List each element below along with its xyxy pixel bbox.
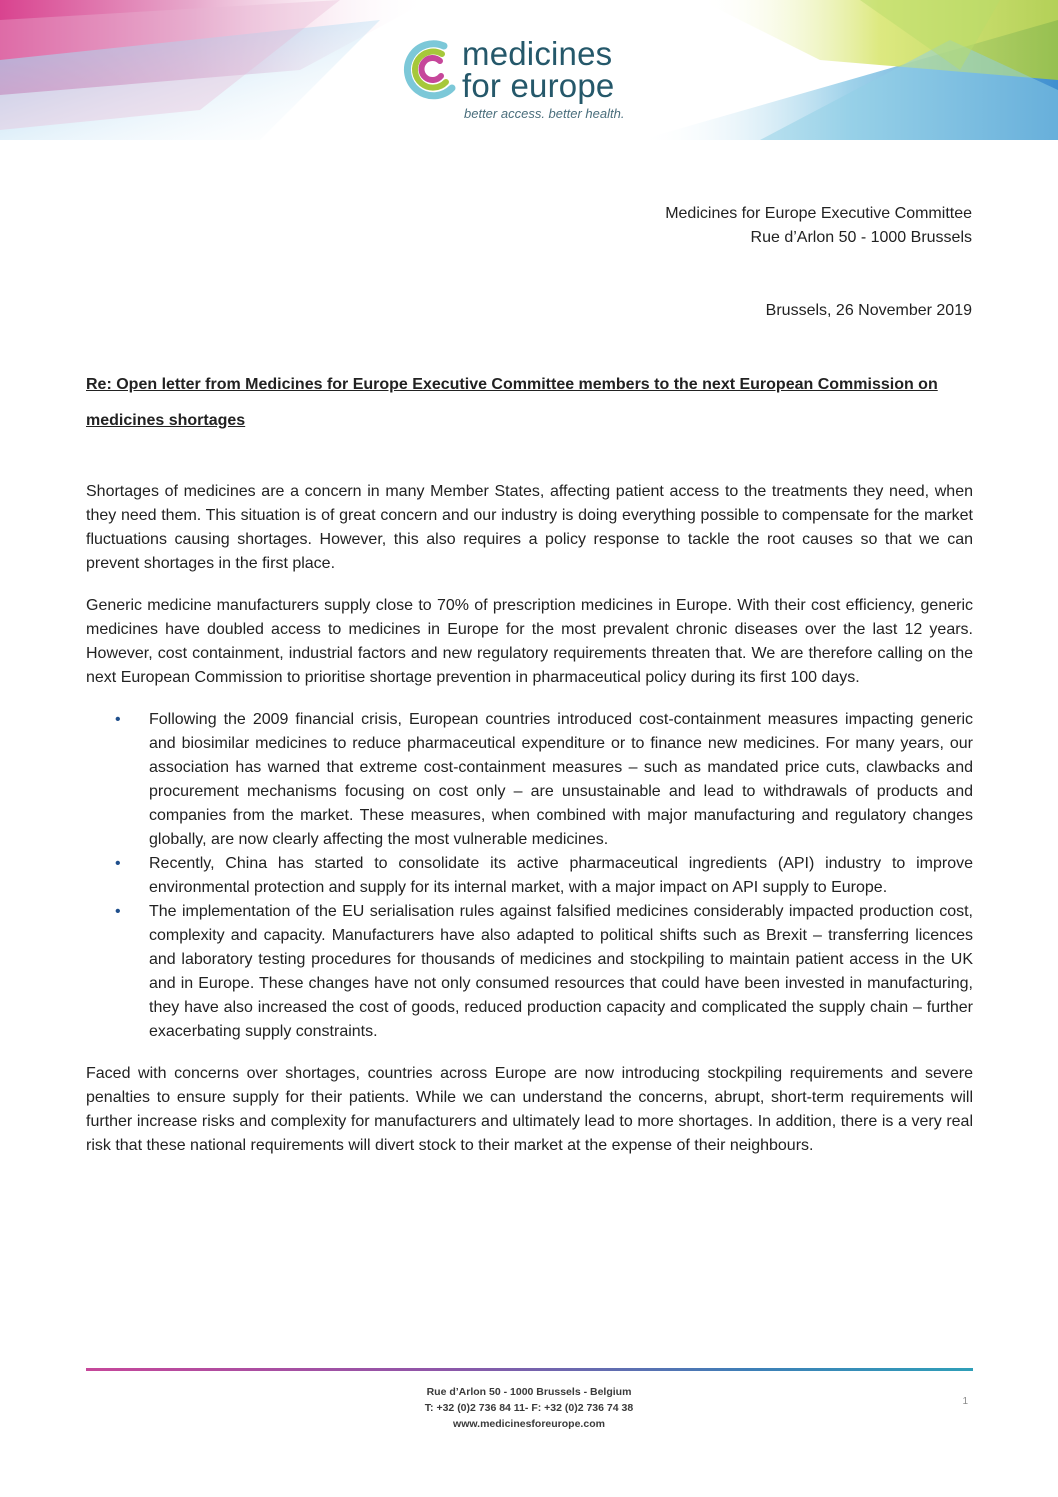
bullet-list — [86, 708, 973, 1044]
recipient-line-2: Rue d’Arlon 50 - 1000 Brussels — [750, 229, 972, 246]
footer-website-link[interactable]: www.medicinesforeurope.com — [453, 1418, 605, 1430]
letter-body — [86, 480, 973, 1176]
logo-tagline: better access. better health. — [464, 106, 625, 121]
list-item — [86, 852, 973, 900]
letter-date: Brussels, 26 November 2019 — [765, 302, 972, 319]
list-item-text: The implementation of the EU serialisation rules against falsified medicines considerably impacted production cost, complexity and capacity. Manufacturers have also adapted to political shifts such as Brexit – transferring licences and laboratory testing procedures for thousands of medicines and stockpiling to maintain patient access in the UK and in Europe. These changes have not only consumed resources that could have been invested in manufacturing, they have also increased the cost of goods, reduced production capacity and complicated the supply chain – further exacerbating supply constraints. — [149, 903, 973, 1040]
list-item — [86, 708, 973, 852]
list-item-text: Following the 2009 financial crisis, European countries introduced cost-containment measures impacting generic and biosimilar medicines to reduce pharmaceutical expenditure or to finance new medicines. For many years, our association has warned that extreme cost-containment measures – such as mandated price cuts, clawbacks and procurement mechanisms focusing on cost only – are unsustainable and lead to withdrawals of products and companies from the market. These measures, when combined with major manufacturing and regulatory changes globally, are now clearly affecting the most vulnerable medicines. — [149, 711, 973, 848]
recipient-line-1: Medicines for Europe Executive Committee — [665, 205, 972, 222]
footer — [0, 1384, 1058, 1432]
bullet-icon: • — [115, 903, 121, 920]
page-number: 1 — [962, 1396, 968, 1407]
logo-wordmark-line1: medicines — [462, 35, 613, 72]
bullet-icon: • — [115, 855, 121, 872]
logo — [400, 35, 650, 128]
letter-subject: Re: Open letter from Medicines for Europe Executive Committee members to the next European Commission on medicines shortages — [86, 376, 938, 429]
logo-mark-icon — [400, 38, 460, 100]
recipient-address — [665, 202, 972, 250]
letterhead-banner — [0, 0, 1058, 140]
paragraph: Faced with concerns over shortages, countries across Europe are now introducing stockpiling requirements and severe penalties to ensure supply for their patients. While we can understand the concerns, abrupt, short-term requirements will further increase risks and complexity for manufacturers and ultimately lead to more shortages. In addition, there is a very real risk that these national requirements will divert stock to their market at the expense of their neighbours. — [86, 1065, 973, 1154]
footer-address: Rue d’Arlon 50 - 1000 Brussels - Belgium — [426, 1386, 632, 1398]
paragraph: Generic medicine manufacturers supply close to 70% of prescription medicines in Europe. With their cost efficiency, generic medicines have doubled access to medicines in Europe for the most prevalent chronic diseases over the last 12 years. However, cost containment, industrial factors and new regulatory requirements threaten that. We are therefore calling on the next European Commission to prioritise shortage prevention in pharmaceutical policy during its first 100 days. — [86, 597, 973, 686]
paragraph: Shortages of medicines are a concern in many Member States, affecting patient access to the treatments they need, when they need them. This situation is of great concern and our industry is doing everything possible to compensate for the market fluctuations causing shortages. However, this also requires a policy response to tackle the root causes so that we can prevent shortages in the first place. — [86, 483, 973, 572]
list-item — [86, 900, 973, 1044]
footer-divider — [86, 1368, 973, 1371]
logo-wordmark-line2: for europe — [462, 67, 615, 104]
bullet-icon: • — [115, 711, 121, 728]
footer-phone: T: +32 (0)2 736 84 11- F: +32 (0)2 736 74 38 — [424, 1402, 634, 1414]
list-item-text: Recently, China has started to consolidate its active pharmaceutical ingredients (API) industry to improve environmental protection and supply for its internal market, with a major impact on API supply to Europe. — [149, 855, 973, 896]
